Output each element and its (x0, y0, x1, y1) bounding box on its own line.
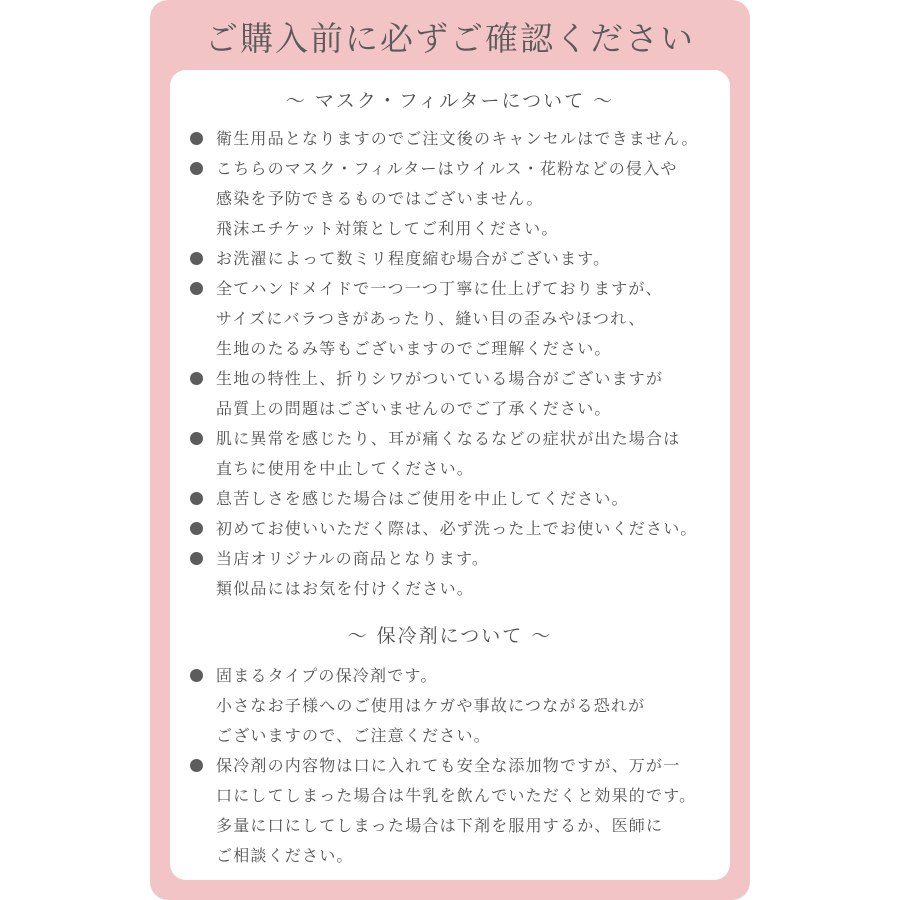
bullet-icon (190, 252, 203, 265)
list-item-text: 初めてお使いいただく際は、必ず洗った上でお使いください。 (216, 519, 698, 538)
bullet-icon (190, 282, 203, 295)
bullet-icon (190, 132, 203, 145)
list-item-text: 品質上の問題はございませんのでご了承ください。 (216, 399, 612, 418)
list-item (188, 424, 718, 484)
ice-pack-list (188, 661, 718, 871)
list-item (188, 274, 718, 364)
bullet-icon (190, 522, 203, 535)
list-item (188, 364, 718, 424)
list-item-text: 生地のたるみ等もございますのでご理解ください。 (216, 339, 612, 358)
list-item-text: 衛生用品となりますのでご注文後のキャンセルはできません。 (216, 129, 699, 148)
list-item-text: 息苦しさを感じた場合はご使用を中止してください。 (216, 489, 629, 508)
list-item-text: 直ちに使用を中止してください。 (216, 459, 475, 478)
list-item (188, 244, 718, 274)
list-item-text: 感染を予防できるものではございません。 (216, 189, 544, 208)
section-heading-mask-filter: ～ マスク・フィルターについて ～ (285, 90, 615, 112)
list-item (188, 124, 718, 154)
bullet-icon (190, 669, 203, 682)
list-item-text: こちらのマスク・フィルターはウイルス・花粉などの侵入や (216, 159, 678, 178)
list-item-text: 保冷剤の内容物は口に入れても安全な添加物ですが、万が一 (216, 756, 681, 775)
notice-card (150, 0, 750, 900)
list-item (188, 514, 718, 544)
list-item (188, 751, 718, 871)
list-item-text: 飛沫エチケット対策としてご利用ください。 (216, 219, 559, 238)
list-item-text: 固まるタイプの保冷剤です。 (216, 666, 438, 685)
list-item (188, 484, 718, 514)
bullet-icon (190, 432, 203, 445)
list-item-text: ございますので、ご注意ください。 (216, 726, 491, 745)
list-item (188, 544, 718, 604)
list-item-text: 多量に口にしてしまった場合は下剤を服用するか、医師に (216, 816, 664, 835)
list-item-text: サイズにバラつきがあったり、縫い目の歪みやほつれ、 (216, 309, 646, 328)
list-item-text: 生地の特性上、折りシワがついている場合がございますが (216, 369, 664, 388)
list-item-text: 口にしてしまった場合は牛乳を飲んでいただくと効果的です。 (216, 786, 697, 805)
list-item-text: 類似品にはお気を付けください。 (216, 579, 475, 598)
list-item-text: 肌に異常を感じたり、耳が痛くなるなどの症状が出た場合は (216, 429, 681, 448)
list-item (188, 154, 718, 244)
mask-filter-list (188, 124, 718, 604)
bullet-icon (190, 162, 203, 175)
section-heading-ice-pack: ～ 保冷剤について ～ (347, 625, 553, 647)
list-item-text: 当店オリジナルの商品となります。 (216, 549, 490, 568)
bullet-icon (190, 552, 203, 565)
page-title: ご購入前に必ずご確認ください (205, 19, 695, 58)
list-item (188, 661, 718, 751)
bullet-icon (190, 372, 203, 385)
list-item-text: 小さなお子様へのご使用はケガや事故につながる恐れが (216, 696, 646, 715)
list-item-text: 全てハンドメイドで一つ一つ丁寧に仕上げておりますが、 (216, 279, 663, 298)
bullet-icon (190, 492, 203, 505)
notice-panel (170, 70, 730, 880)
list-item-text: お洗濯によって数ミリ程度縮む場合がございます。 (216, 249, 611, 268)
bullet-icon (190, 759, 203, 772)
list-item-text: ご相談ください。 (216, 846, 354, 865)
